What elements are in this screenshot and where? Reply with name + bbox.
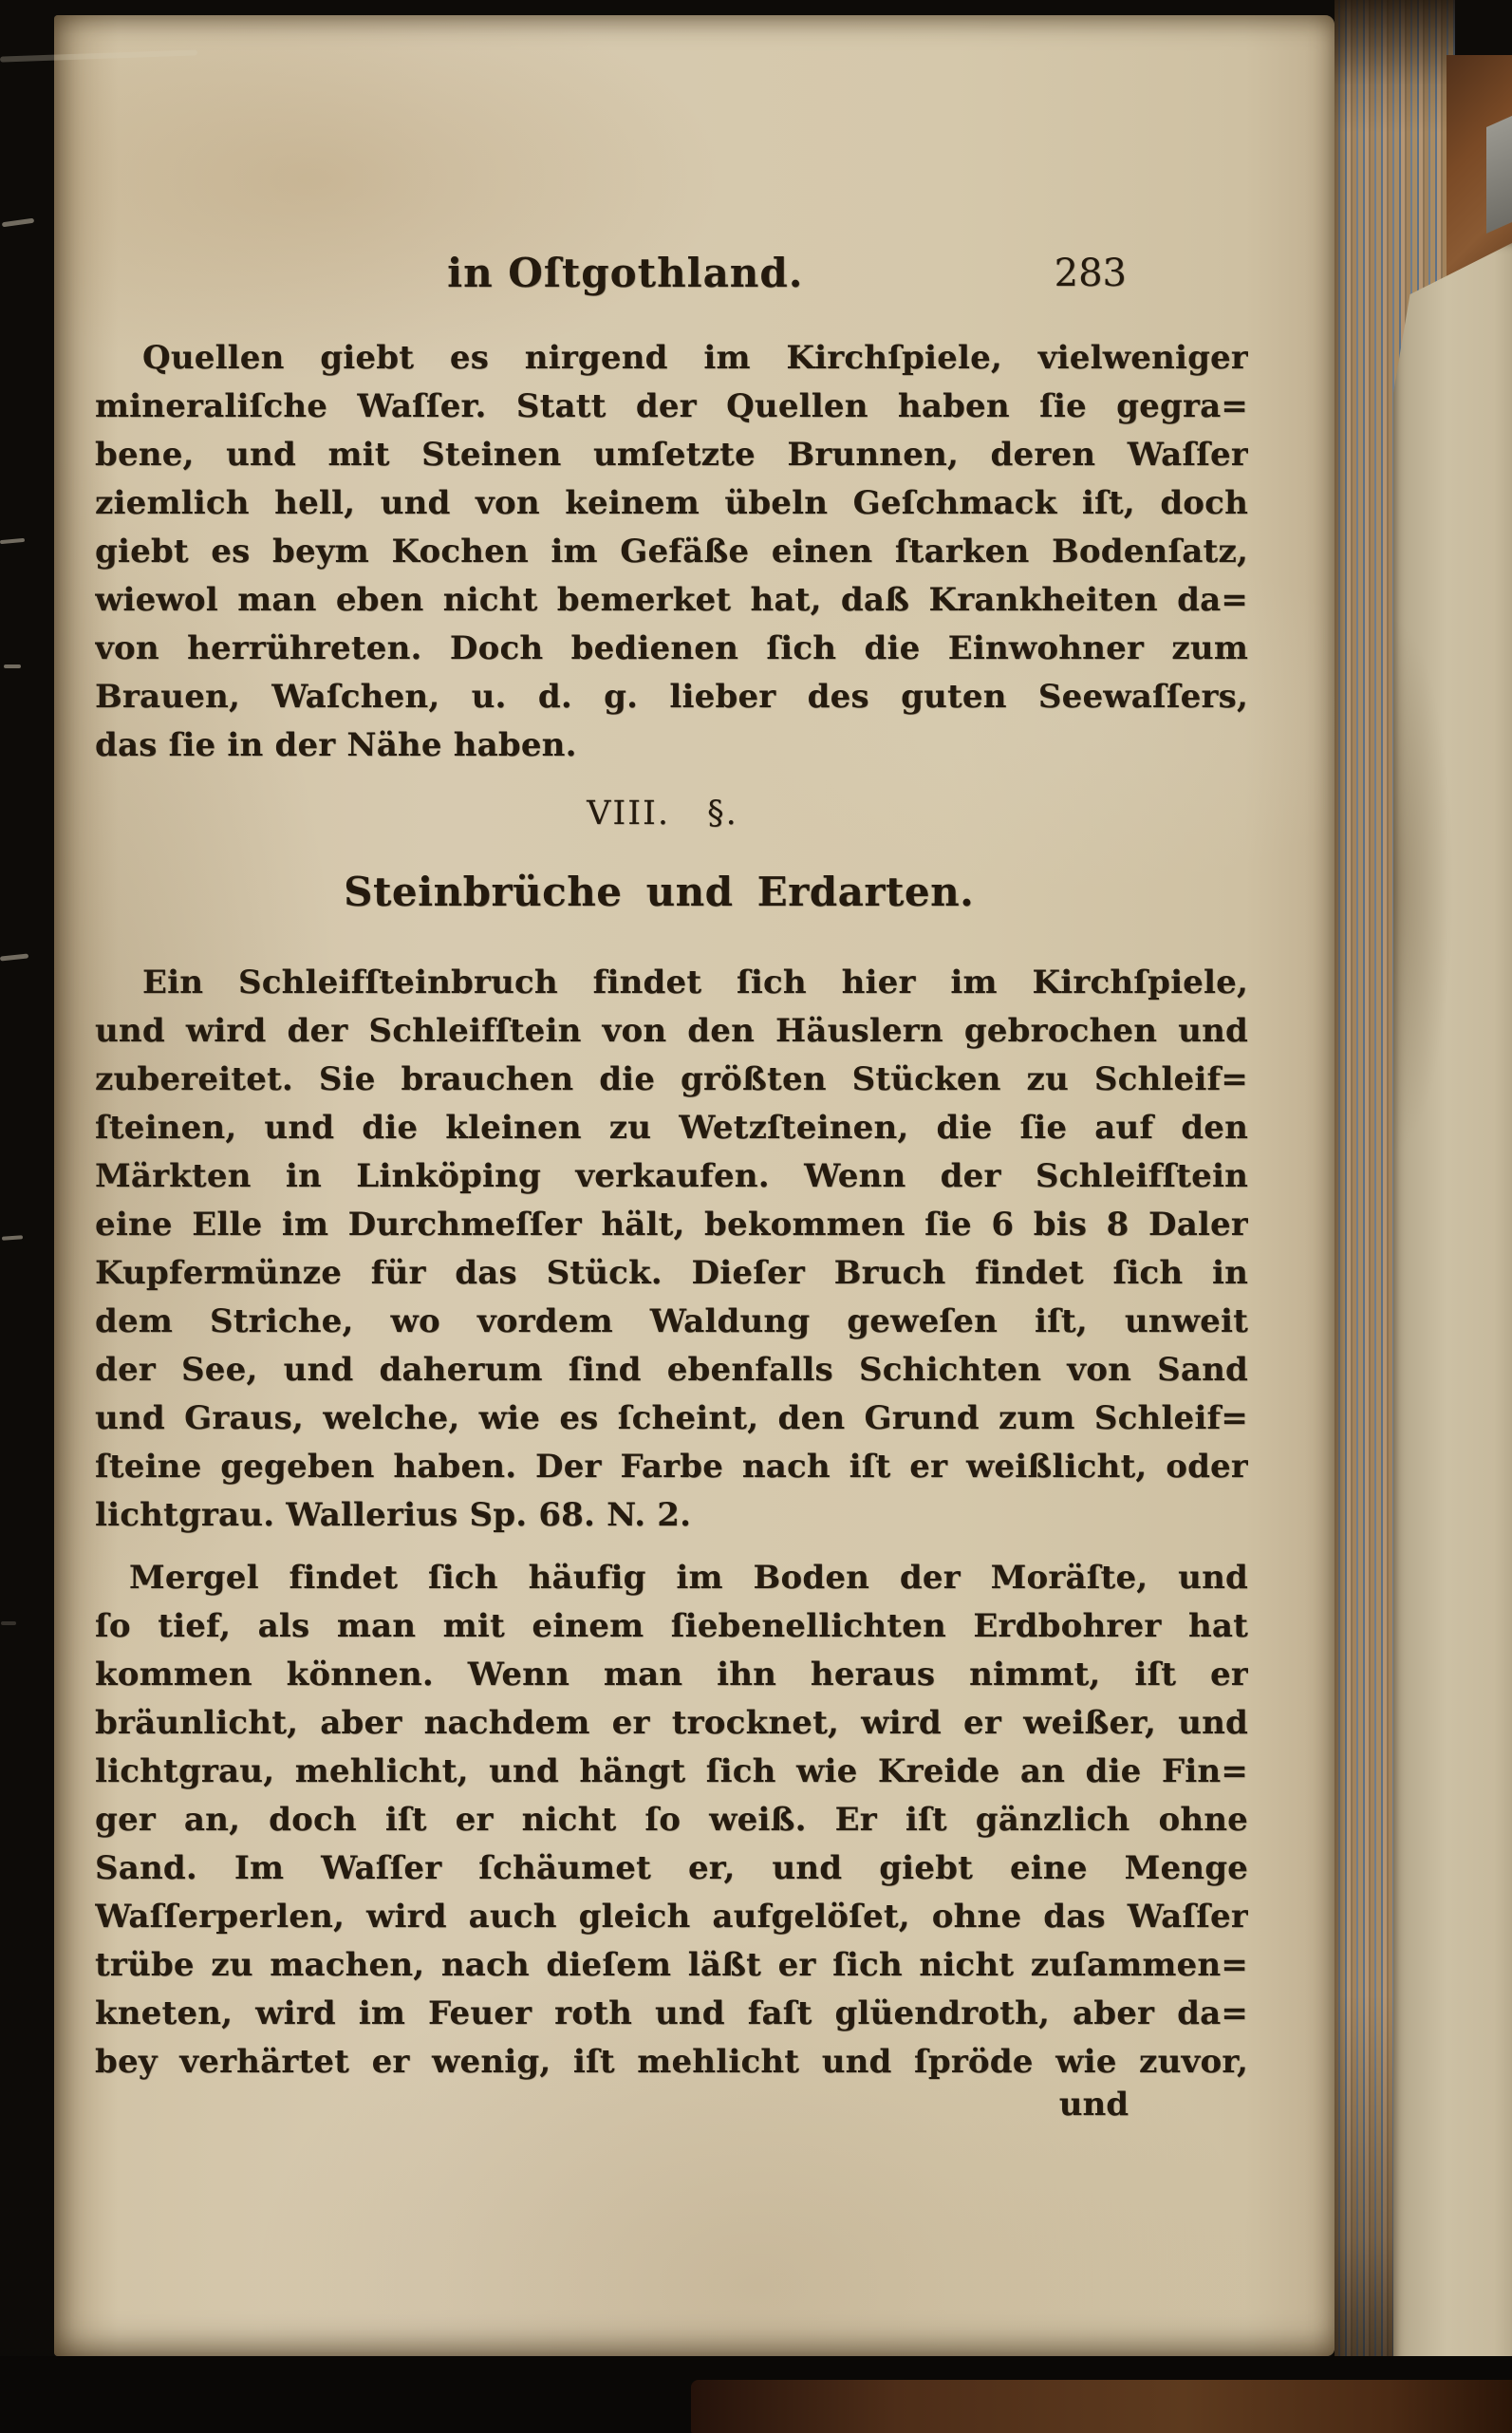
text-line: bräunlicht, aber nachdem er trocknet, wird er weißer, und xyxy=(95,1704,1248,1742)
text-line: Brauen, Waſchen, u. d. g. lieber des guten Seewaſſers, xyxy=(95,678,1248,716)
text-line: Sand. Im Waſſer ſchäumet er, und giebt eine Menge xyxy=(95,1849,1248,1887)
margin-scratch xyxy=(2,218,34,228)
page-number: 283 xyxy=(1054,252,1127,295)
text-line: zubereitet. Sie brauchen die größten Stücken zu Schleif= xyxy=(95,1060,1248,1098)
paragraph-quarries xyxy=(95,959,1248,1540)
text-line: lichtgrau, mehlicht, und hängt ſich wie Kreide an die Fin= xyxy=(95,1752,1248,1790)
margin-scratch xyxy=(1,1621,16,1625)
text-line: ger an, doch iſt er nicht ſo weiß. Er iſt gänzlich ohne xyxy=(95,1801,1248,1839)
text-line: ſteinen, und die kleinen zu Wetzſteinen, die ſie auf den xyxy=(95,1109,1248,1147)
margin-scratch xyxy=(0,953,28,961)
protruding-page-edge xyxy=(1393,243,1512,2383)
text-line: und wird der Schleifſtein von den Häuslern gebrochen und xyxy=(95,1012,1248,1050)
text-line: ſteine gegeben haben. Der Farbe nach iſt er weißlicht, oder xyxy=(95,1448,1248,1486)
running-head-title: in Oſtgothland. xyxy=(447,250,804,296)
text-line: Quellen giebt es nirgend im Kirchſpiele, vielweniger xyxy=(142,339,1248,377)
text-line: mineraliſche Waſſer. Statt der Quellen haben ſie gegra= xyxy=(95,387,1248,425)
text-line: ſo tief, als man mit einem ſiebenellichten Erdbohrer hat xyxy=(95,1607,1248,1645)
paragraph-springs xyxy=(95,334,1248,770)
text-line: und Graus, welche, wie es ſcheint, den Grund zum Schleif= xyxy=(95,1399,1248,1437)
text-line: trübe zu machen, nach dieſem läßt er ſich nicht zuſammen= xyxy=(95,1946,1248,1984)
text-line: der See, und daherum ſind ebenfalls Schichten von Sand xyxy=(95,1351,1248,1389)
text-line: das ſie in der Nähe haben. xyxy=(95,726,577,764)
text-line: Mergel findet ſich häufig im Boden der Moräſte, und xyxy=(129,1559,1248,1597)
catchword: und xyxy=(1058,2086,1129,2124)
text-line: dem Striche, wo vordem Waldung geweſen iſt, unweit xyxy=(95,1302,1248,1340)
section-title: Steinbrüche und Erdarten. xyxy=(344,869,975,915)
text-line: Waſſerperlen, wird auch gleich aufgelöſet, ohne das Waſſer xyxy=(95,1898,1248,1936)
text-line: wiewol man eben nicht bemerket hat, daß Krankheiten da= xyxy=(95,581,1248,619)
text-line: Ein Schleifſteinbruch findet ſich hier im Kirchſpiele, xyxy=(142,964,1248,1001)
text-line: Kupfermünze für das Stück. Dieſer Bruch findet ſich in xyxy=(95,1254,1248,1292)
margin-scratch xyxy=(0,538,25,544)
paragraph-marl xyxy=(95,1554,1248,2087)
text-line: bene, und mit Steinen umſetzte Brunnen, deren Waſſer xyxy=(95,436,1248,474)
text-line: bey verhärtet er wenig, iſt mehlicht und ſpröde wie zuvor, xyxy=(95,2043,1248,2081)
book-page xyxy=(54,15,1335,2356)
text-line: Märkten in Linköping verkaufen. Wenn der Schleifſtein xyxy=(95,1157,1248,1195)
text-block xyxy=(95,15,1248,2356)
text-line: ziemlich hell, und von keinem übeln Geſchmack iſt, doch xyxy=(95,484,1248,522)
corner-reflection xyxy=(1486,116,1512,234)
text-line: kneten, wird im Feuer roth und faſt glüendroth, aber da= xyxy=(95,1994,1248,2032)
text-line: lichtgrau. Wallerius Sp. 68. N. 2. xyxy=(95,1496,692,1534)
text-line: von herrühreten. Doch bedienen ſich die Einwohner zum xyxy=(95,629,1248,667)
running-head xyxy=(95,250,1248,307)
text-line: eine Elle im Durchmeſſer hält, bekommen ſie 6 bis 8 Daler xyxy=(95,1206,1248,1244)
margin-scratch xyxy=(4,664,21,668)
section-number: VIII. §. xyxy=(587,795,738,833)
text-line: kommen können. Wenn man ihn heraus nimmt, iſt er xyxy=(95,1656,1248,1694)
book-cover-bottom-edge xyxy=(691,2380,1512,2433)
text-line: giebt es beym Kochen im Gefäße einen ſtarken Bodenſatz, xyxy=(95,533,1248,571)
margin-scratch xyxy=(2,1235,23,1241)
